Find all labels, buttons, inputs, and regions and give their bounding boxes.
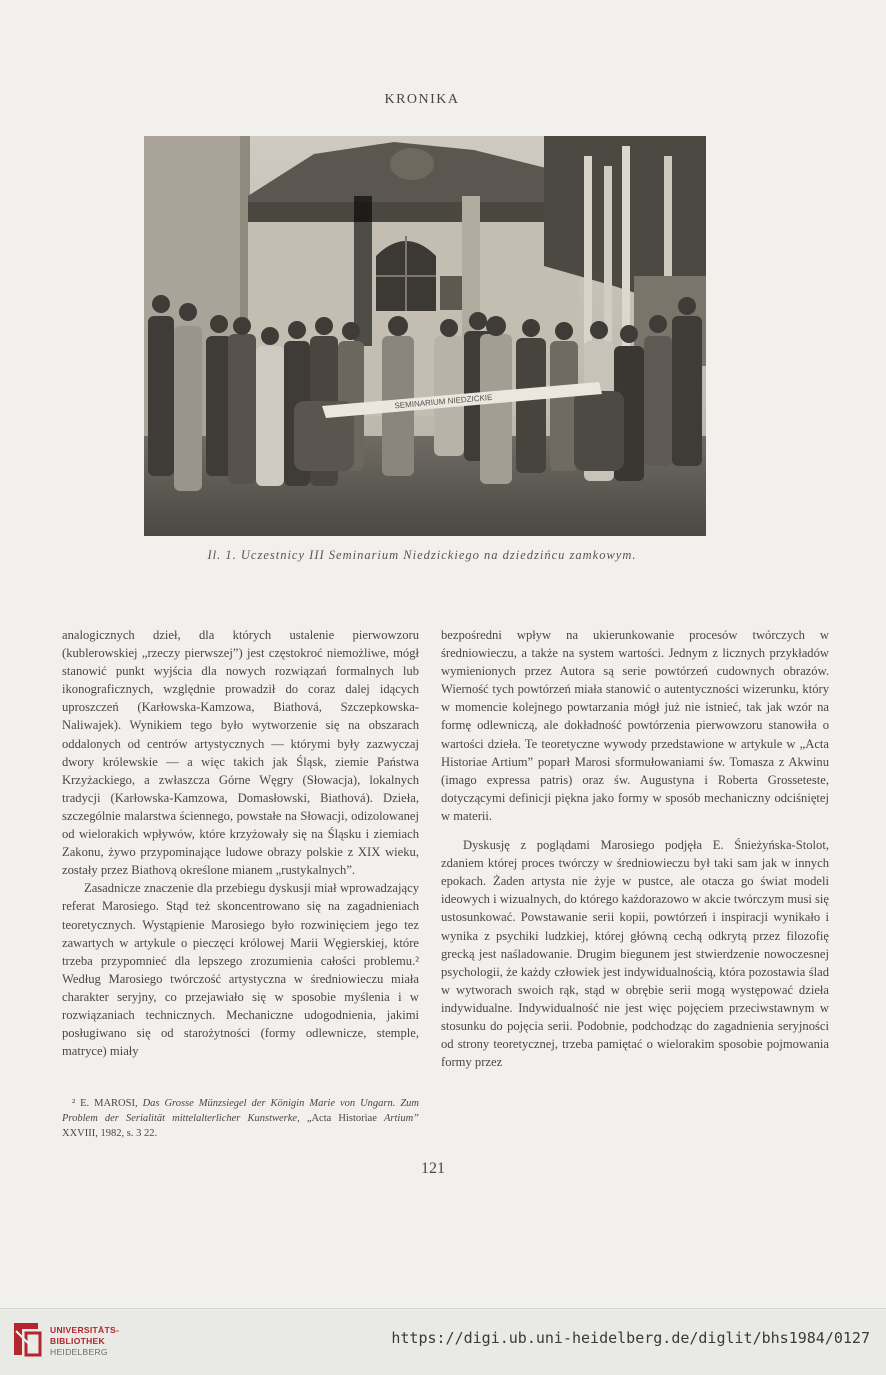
library-logo-icon — [10, 1319, 44, 1359]
library-logo-text — [50, 1325, 119, 1358]
viewer-footer — [0, 1308, 886, 1375]
paragraph: bezpośredni wpływ na ukierunkowanie procesów twórczych w średniowieczu, a także na system wartości. Jednym z licznych przykładów wymienionych przez Autora są serie powtórzeń cudownych obrazów. Wierność tych powtórzeń miała stanowić o autentyczności wizerunku, który w momencie kolejnego powtarzania mógł już nie istnieć, tak jak wzór na formę odlewniczą, ale dokładność powtórzenia pierwowzoru stanowiła o wartości dzieła. Te teoretyczne wywody przedstawione w artykule w „Acta Historiae Artium” poparł Marosi sformułowaniami św. Tomasza z Akwinu (imago expressa patris) oraz św. Augustyna i Roberta Grosseteste, dotyczącymi definicji piękna jako formy w sposób mechaniczny odciśniętej w materii. — [441, 628, 829, 823]
photograph-illustration — [144, 136, 706, 536]
footnote-journal-cont: Artium” — [384, 1113, 420, 1124]
running-head: KRONIKA — [384, 92, 460, 107]
group-photograph — [144, 136, 706, 536]
paragraph: Dyskusję z poglądami Marosiego podjęła E. Śnieżyńska-Stolot, zdaniem której proces twórczy w średniowieczu był taki sam jak w innych epokach. Żaden artysta nie żyje w pustce, ale otacza go świat modeli ideowych i wizualnych, do którego każdorazowo w akcie twórczym musi się ustosunkować. Powstawanie serii kopii, powtórzeń i inspiracji wynikało i wynika z psychiki ludzkiej, której główną cechą odkrytą przez filozofię grecką jest naśladowanie. Drugim biegunem jest stwierdzenie nowoczesnej psychologii, że każdy człowiek jest indywidualnością, która pozostawia ślad w wytworach swoich rąk, stąd w obrębie serii mogą występować dzieła indywidualne. Indywidualność nie jest więc pojęciem przeciwstawnym w stosunku do pojęcia serii. Podobnie, podchodząc do zagadnienia seryjności od strony teoretycznej, trzeba pamiętać o wielorakim sposobie pojmowania formy przez — [441, 838, 829, 1070]
library-logo[interactable] — [10, 1319, 120, 1365]
figure-caption: Il. 1. Uczestnicy III Seminarium Niedzickiego na dziedzińcu zamkowym. — [207, 548, 637, 562]
paragraph: Zasadnicze znaczenie dla przebiegu dyskusji miał wprowadzający referat Marosiego. Stąd też skoncentrowano się na zagadnieniach teoretycznych. Wystąpienie Marosiego było rozwinięciem jego tez zawartych w artykule o pieczęci królowej Marii Węgierskiej, które trzeba przypomnieć dla lepszego zrozumienia całości problemu.² Według Marosiego twórczość artystyczna w średniowieczu miała charakter seryjny, co przejawiało się w sposobie myślenia i w rozwiązaniach technicznych. Mechaniczne udogodnienia, jakimi posługiwano się od starożytności (formy odlewnicze, stemple, matryce) miały — [62, 881, 419, 1059]
banner-text: SEMINARIUM NIEDZICKIE — [394, 392, 493, 411]
footnote-details: XXVIII, 1982, s. 3 22. — [62, 1128, 158, 1139]
footnote-marker: ² — [72, 1098, 76, 1109]
page-number: 121 — [421, 1160, 445, 1177]
footnote — [62, 1096, 419, 1141]
text-column-right — [441, 626, 829, 1071]
logo-line-1: UNIVERSITÄTS- — [50, 1325, 120, 1335]
footnote-journal: „Acta Historiae — [306, 1113, 377, 1124]
footnote-title: Das Grosse Münzsiegel der Königin Marie von Ungarn. Zum Problem der Serialität mittelalterlicher Kunstwerke, — [62, 1098, 419, 1124]
footnote-author: E. MAROSI, — [80, 1098, 138, 1109]
text-column-left — [62, 626, 419, 1060]
logo-line-3: HEIDELBERG — [50, 1347, 108, 1357]
logo-line-2: BIBLIOTHEK — [50, 1336, 105, 1346]
paragraph: analogicznych dzieł, dla których ustalenie pierwowzoru (kublerowskiej „rzeczy pierwszej”) jest częstokroć niemożliwe, mógł stanowić punkt wyjścia dla nowych rozwiązań formalnych lub ikonograficznych, względnie prowadził do coraz dalej idących uproszczeń (Karłowska-Kamzowa, Biathová, Szczepkowska-Naliwajek). Wynikiem tego było wytworzenie się na obszarach oddalonych od centrów artystycznych — którymi były zazwyczaj dwory królewskie — a więc takich jak Śląsk, ziemie Państwa Krzyżackiego, a zwłaszcza Górne Węgry (Słowacja), lokalnych tradycji (Karłowska-Kamzowa, Domasłowski, Biathová). Dzieła, szczególnie malarstwa ściennego, powstałe na Słowacji, odizolowanej od wielorakich wpływów, które krzyżowały się na Śląsku i ziemiach Zakonu, żywo przypominające ludowe obrazy polskie z XIX wieku, zostały przez Biathovą określone mianem „rustykalnych”. — [62, 628, 419, 878]
permalink-url[interactable]: https://digi.ub.uni-heidelberg.de/diglit/bhs1984/0127 — [391, 1329, 870, 1347]
